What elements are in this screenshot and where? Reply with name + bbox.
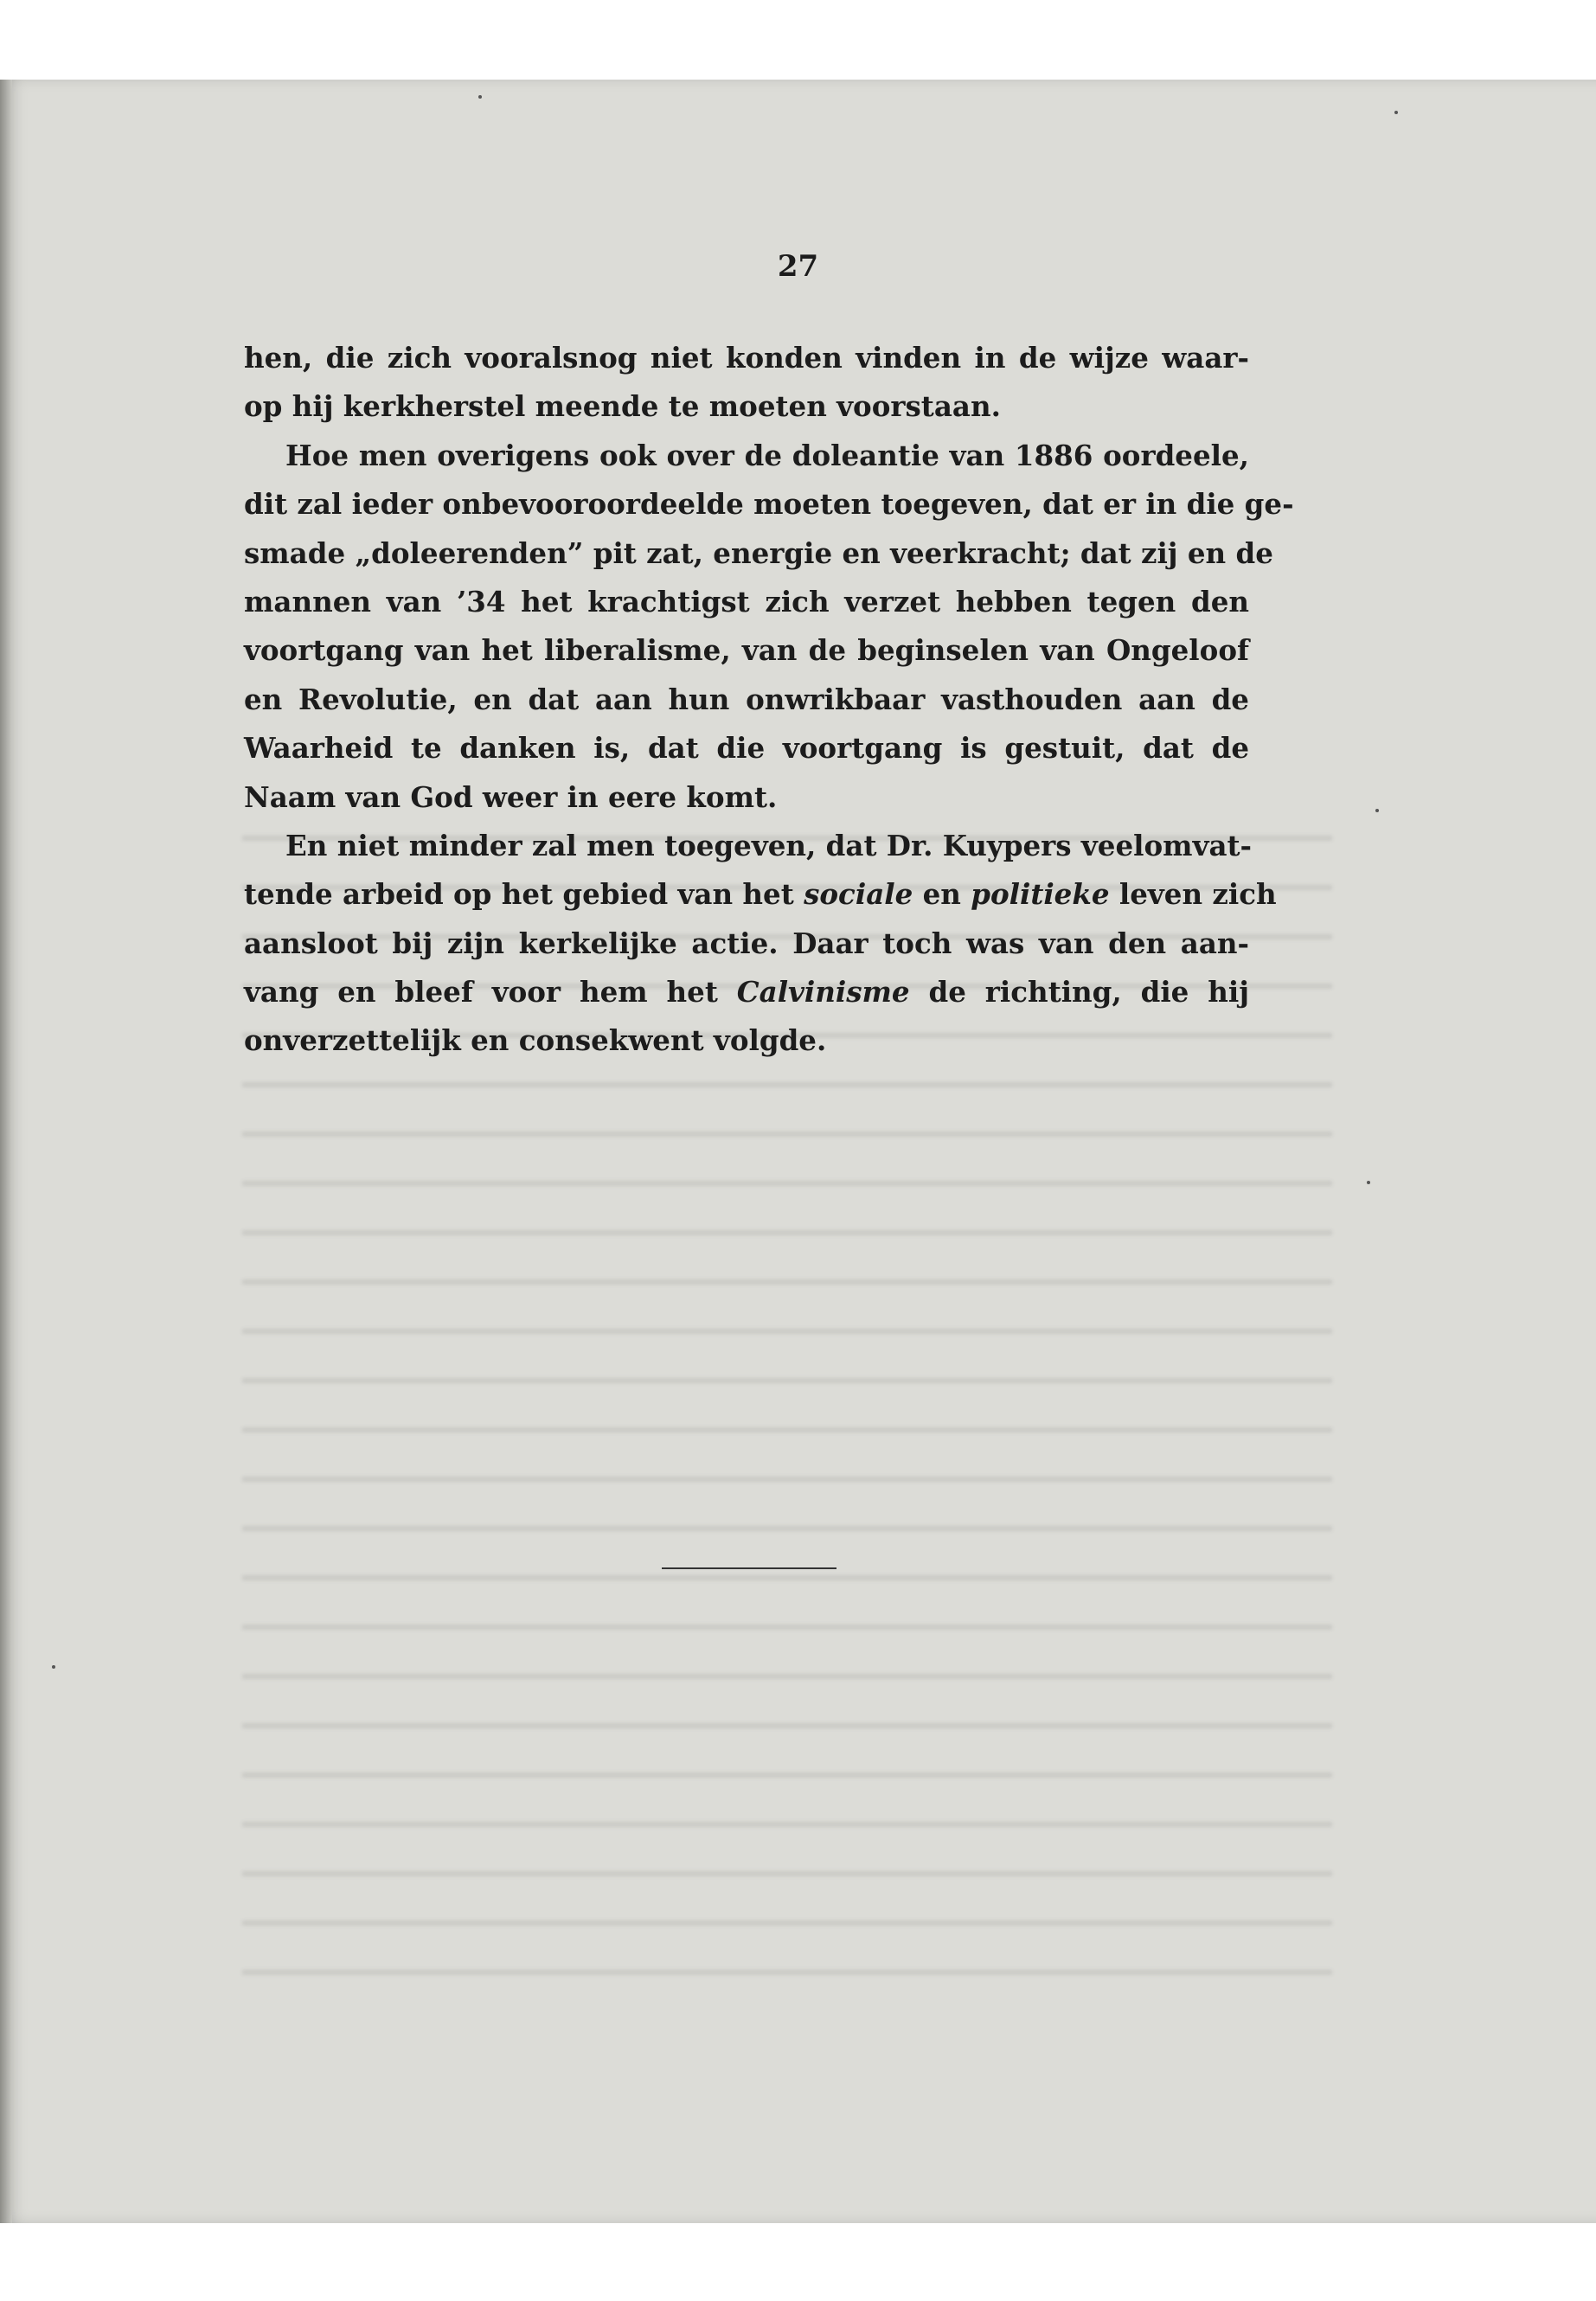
text-line: Naam van God weer in eere komt. bbox=[244, 779, 778, 814]
text-fragment: tende arbeid op het gebied van het bbox=[244, 877, 804, 912]
text-line: op hij kerkherstel meende te moeten voorstaan. bbox=[244, 389, 1001, 424]
italic-word: sociale bbox=[804, 877, 913, 912]
ink-speck bbox=[1394, 111, 1398, 114]
italic-word: Calvinisme bbox=[736, 975, 910, 1009]
text-fragment: vang en bleef voor hem het bbox=[244, 975, 737, 1009]
ink-speck bbox=[478, 95, 482, 99]
text-line bbox=[244, 968, 1249, 1016]
text-line: Hoe men overigens ook over de doleantie van 1886 oordeele, bbox=[285, 438, 1249, 472]
text-line: hen, die zich vooralsnog niet konden vinden in de wijze waar- bbox=[244, 341, 1249, 375]
text-line: Waarheid te danken is, dat die voortgang is gestuit, dat de bbox=[244, 731, 1249, 766]
text-fragment: en bbox=[913, 877, 971, 912]
text-line: smade „doleerenden” pit zat, energie en veerkracht; dat zij en de bbox=[244, 535, 1273, 570]
text-line bbox=[244, 870, 1277, 919]
text-line: mannen van ’34 het krachtigst zich verzet hebben tegen den bbox=[244, 584, 1249, 619]
ink-speck bbox=[1367, 1181, 1370, 1184]
ink-speck bbox=[52, 1665, 55, 1669]
body-text bbox=[244, 334, 1294, 1066]
text-line: aansloot bij zijn kerkelijke actie. Daar toch was van den aan- bbox=[244, 926, 1249, 960]
text-line: voortgang van het liberalisme, van de beginselen van Ongeloof bbox=[244, 633, 1249, 668]
text-line: En niet minder zal men toegeven, dat Dr. Kuypers veelomvat- bbox=[285, 828, 1253, 862]
text-line: en Revolutie, en dat aan hun onwrikbaar vasthouden aan de bbox=[244, 682, 1249, 716]
page-number: 27 bbox=[777, 249, 819, 284]
section-rule bbox=[662, 1567, 836, 1569]
ink-speck bbox=[1375, 809, 1379, 812]
italic-word: politieke bbox=[971, 877, 1110, 912]
text-line: dit zal ieder onbevooroordeelde moeten toegeven, dat er in die ge- bbox=[244, 487, 1294, 522]
binding-edge bbox=[0, 80, 12, 2223]
text-fragment: de richting, die hij bbox=[909, 975, 1249, 1009]
text-fragment: leven zich bbox=[1109, 877, 1277, 912]
text-line: onverzettelijk en consekwent volgde. bbox=[244, 1023, 827, 1058]
